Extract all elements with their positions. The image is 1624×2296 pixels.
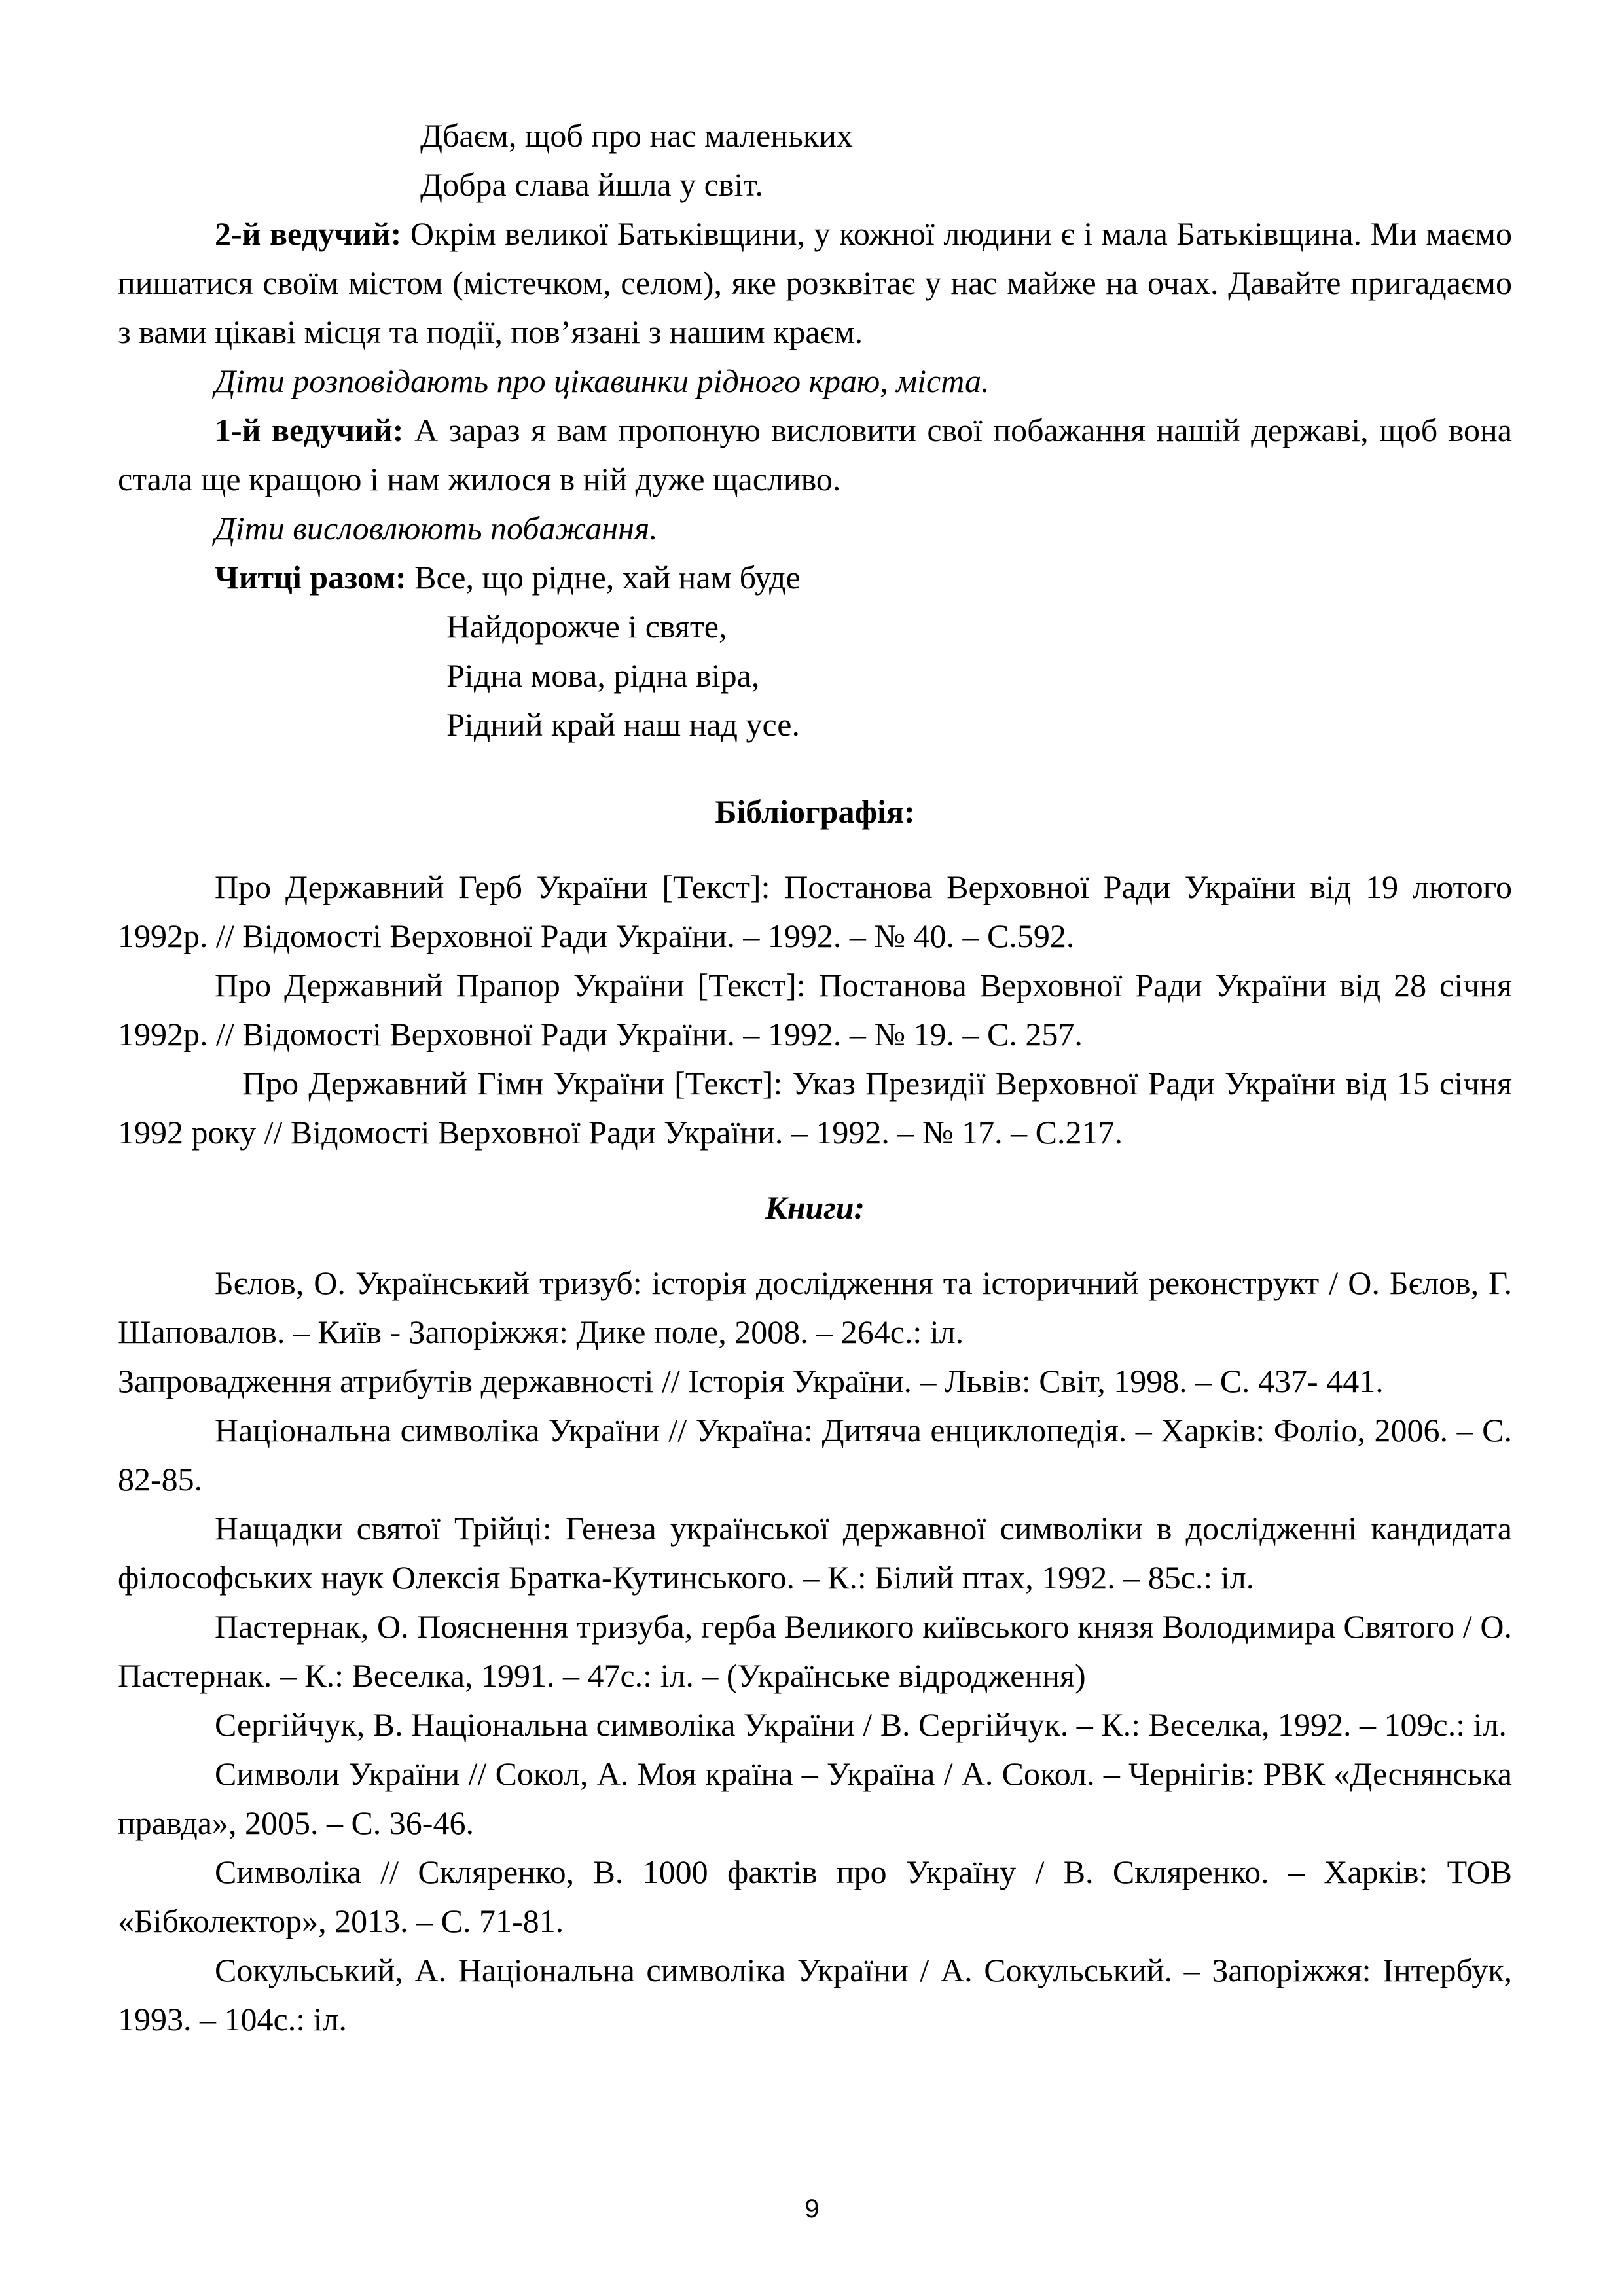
bibliography-entry: Про Державний Прапор України [Текст]: Постанова Верховної Ради України від 28 січня 1992р. // Відомості Верховної Ради України. – 1992. – № 19. – С. 257. bbox=[118, 967, 1512, 1052]
book-entry: Нащадки святої Трійці: Генеза української державної символіки в дослідженні кандидата філософських наук Олексія Братка-Кутинського. – К.: Білий птах, 1992. – 85с.: іл. bbox=[118, 1510, 1512, 1596]
book-entry: Сокульський, А. Національна символіка України / А. Сокульський. – Запоріжжя: Інтербук, 1993. – 104с.: іл. bbox=[118, 1952, 1512, 2037]
verse-line: Найдорожче і святе, bbox=[446, 608, 727, 645]
bibliography-entry: Про Державний Герб України [Текст]: Постанова Верховної Ради України від 19 лютого 1992р. // Відомості Верховної Ради України. – 1992. – № 40. – С.592. bbox=[118, 869, 1512, 954]
stage-direction: Діти розповідають про цікавинки рідного краю, міста. bbox=[215, 363, 990, 399]
paragraph-text: Окрім великої Батьківщини, у кожної людини є і мала Батьківщина. Ми маємо пишатися своїм містом (містечком, селом), яке розквітає у нас майже на очах. Давайте пригадаємо з вами цікаві місця та події, пов’язані з нашим краєм. bbox=[118, 215, 1512, 350]
verse-line: Дбаєм, щоб про нас маленьких bbox=[420, 117, 853, 154]
book-entry: Запровадження атрибутів державності // Історія України. – Львів: Світ, 1998. – С. 437- 441. bbox=[118, 1363, 1384, 1399]
book-entry: Сергійчук, В. Національна символіка України / В. Сергійчук. – К.: Веселка, 1992. – 109с.: іл. bbox=[215, 1706, 1507, 1743]
book-entry: Бєлов, О. Український тризуб: історія дослідження та історичний реконструкт / О. Бєлов, Г. Шаповалов. – Київ - Запоріжжя: Дике поле, 2008. – 264с.: іл. bbox=[118, 1265, 1512, 1350]
host-2-paragraph bbox=[118, 209, 1512, 357]
bibliography-entry: Про Державний Гімн України [Текст]: Указ Президії Верховної Ради України від 15 січня 1992 року // Відомості Верховної Ради України. – 1992. – № 17. – С.217. bbox=[118, 1065, 1512, 1151]
stage-direction: Діти висловлюють побажання. bbox=[215, 510, 658, 547]
books-heading: Книги: bbox=[765, 1189, 865, 1226]
host-1-paragraph bbox=[118, 406, 1512, 504]
verse-line: Добра слава йшла у світ. bbox=[420, 166, 763, 203]
verse-line: Рідний край наш над усе. bbox=[446, 706, 800, 743]
book-entry: Пастернак, О. Пояснення тризуба, герба Великого київського князя Володимира Святого / О. Пастернак. – К.: Веселка, 1991. – 47с.: іл. – (Українське відродження) bbox=[118, 1608, 1512, 1694]
verse-line: Рідна мова, рідна віра, bbox=[446, 657, 760, 694]
book-entry: Національна символіка України // Україна: Дитяча енциклопедія. – Харків: Фоліо, 2006. – С. 82-85. bbox=[118, 1412, 1512, 1498]
book-entry: Символіка // Скляренко, В. 1000 фактів про Україну / В. Скляренко. – Харків: ТОВ «Бібколектор», 2013. – С. 71-81. bbox=[118, 1854, 1512, 1939]
readers-first-line bbox=[118, 553, 1512, 602]
speaker-label: 2-й ведучий: bbox=[215, 215, 402, 252]
page-number: 9 bbox=[804, 2195, 820, 2223]
paragraph-text: А зараз я вам пропоную висловити свої побажання нашій державі, щоб вона стала ще кращою і нам жилося в ній дуже щасливо. bbox=[118, 412, 1512, 497]
speaker-label: Читці разом: bbox=[215, 559, 406, 596]
verse-line: Все, що рідне, хай нам буде bbox=[406, 559, 801, 596]
bibliography-heading: Бібліографія: bbox=[715, 793, 915, 830]
speaker-label: 1-й ведучий: bbox=[215, 412, 404, 448]
page-content bbox=[118, 111, 1512, 2044]
book-entry: Символи України // Сокол, А. Моя країна – Україна / А. Сокол. – Чернігів: РВК «Деснянська правда», 2005. – С. 36-46. bbox=[118, 1755, 1512, 1841]
